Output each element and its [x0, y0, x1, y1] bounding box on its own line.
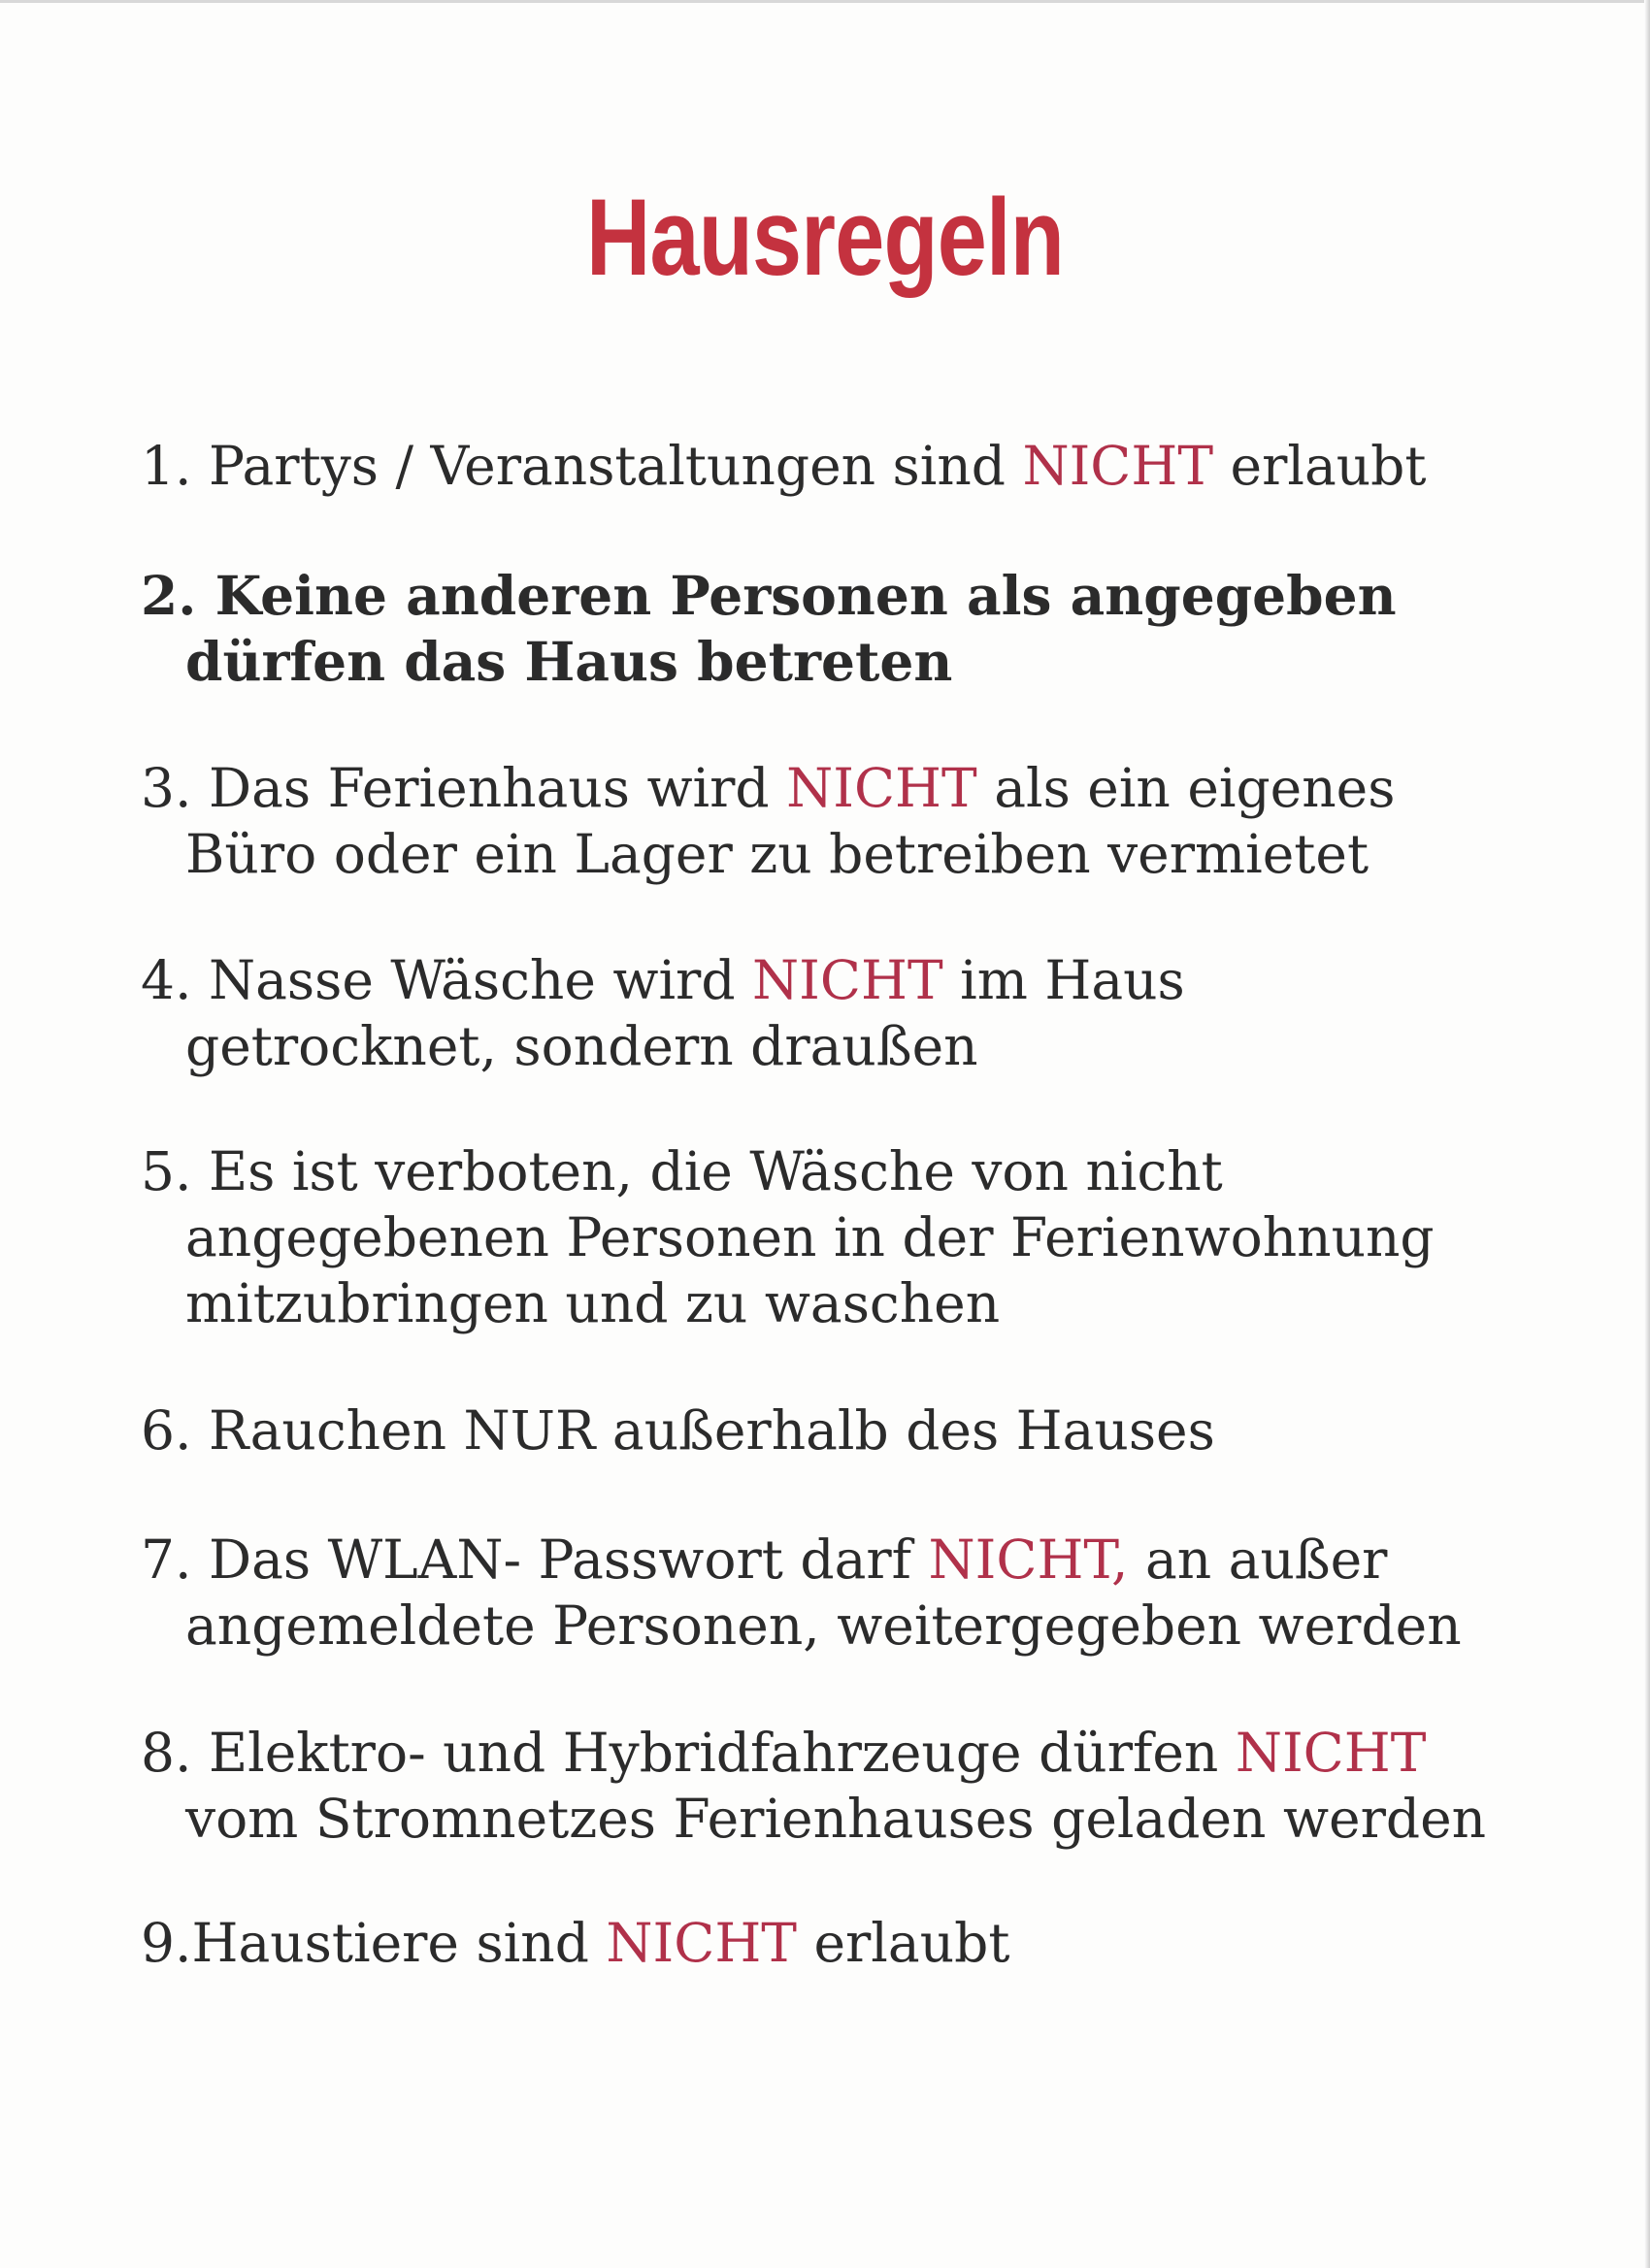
rule-2: [141, 563, 1397, 695]
rule-text: vom Stromnetzes Ferienhauses geladen werden: [185, 1788, 1487, 1850]
scan-edge-right: [1644, 0, 1650, 2268]
rule-text: Partys / Veranstaltungen sind: [208, 435, 1023, 497]
rule-5: [141, 1138, 1435, 1336]
rule-text: erlaubt: [796, 1912, 1010, 1974]
rule-text: angegebenen Personen in der Ferienwohnung: [185, 1206, 1435, 1268]
rule-number: 2.: [141, 564, 197, 627]
page-title: Hausregeln: [586, 177, 1064, 298]
rule-7: [141, 1527, 1462, 1659]
rule-text: Haustiere sind: [191, 1912, 607, 1974]
rule-text: Elektro- und Hybridfahrzeuge dürfen: [208, 1722, 1236, 1784]
rule-number: 9.: [141, 1912, 192, 1974]
rule-emphasis: NICHT: [606, 1912, 797, 1974]
rule-text: getrocknet, sondern draußen: [185, 1015, 978, 1077]
rule-emphasis: NICHT: [1235, 1722, 1427, 1784]
rule-text: mitzubringen und zu waschen: [185, 1272, 1001, 1334]
rule-text: dürfen das Haus betreten: [185, 630, 953, 693]
rule-text: Es ist verboten, die Wäsche von nicht: [208, 1140, 1223, 1202]
rule-text: Keine anderen Personen als angegeben: [214, 564, 1397, 627]
rule-4: [141, 947, 1185, 1079]
rule-text: Büro oder ein Lager zu betreiben vermietet: [185, 823, 1370, 885]
rule-8: [141, 1720, 1486, 1852]
rule-9: [141, 1910, 1009, 1976]
rule-text: Das WLAN- Passwort darf: [208, 1528, 929, 1591]
rule-number: 7.: [141, 1528, 192, 1591]
rule-3: [141, 755, 1395, 887]
rule-number: 8.: [141, 1722, 192, 1784]
rule-emphasis: NICHT,: [928, 1528, 1129, 1591]
rule-text: im Haus: [942, 949, 1185, 1011]
rule-1: [141, 433, 1426, 499]
rule-6: [141, 1397, 1215, 1463]
rule-number: 3.: [141, 757, 192, 819]
rule-text: Das Ferienhaus wird: [208, 757, 787, 819]
rule-text: an außer: [1128, 1528, 1388, 1591]
rule-text: als ein eigenes: [976, 757, 1396, 819]
scan-edge-top: [0, 0, 1650, 3]
rule-number: 1.: [141, 435, 192, 497]
rule-text: erlaubt: [1213, 435, 1427, 497]
rule-number: 5.: [141, 1140, 192, 1202]
rule-text: angemeldete Personen, weitergegeben werden: [185, 1594, 1462, 1657]
rule-text: Rauchen NUR außerhalb des Hauses: [208, 1399, 1215, 1462]
rule-text: Nasse Wäsche wird: [208, 949, 753, 1011]
rule-number: 4.: [141, 949, 192, 1011]
rule-number: 6.: [141, 1399, 192, 1462]
rule-emphasis: NICHT: [1022, 435, 1214, 497]
rule-emphasis: NICHT: [752, 949, 943, 1011]
rule-emphasis: NICHT: [786, 757, 977, 819]
